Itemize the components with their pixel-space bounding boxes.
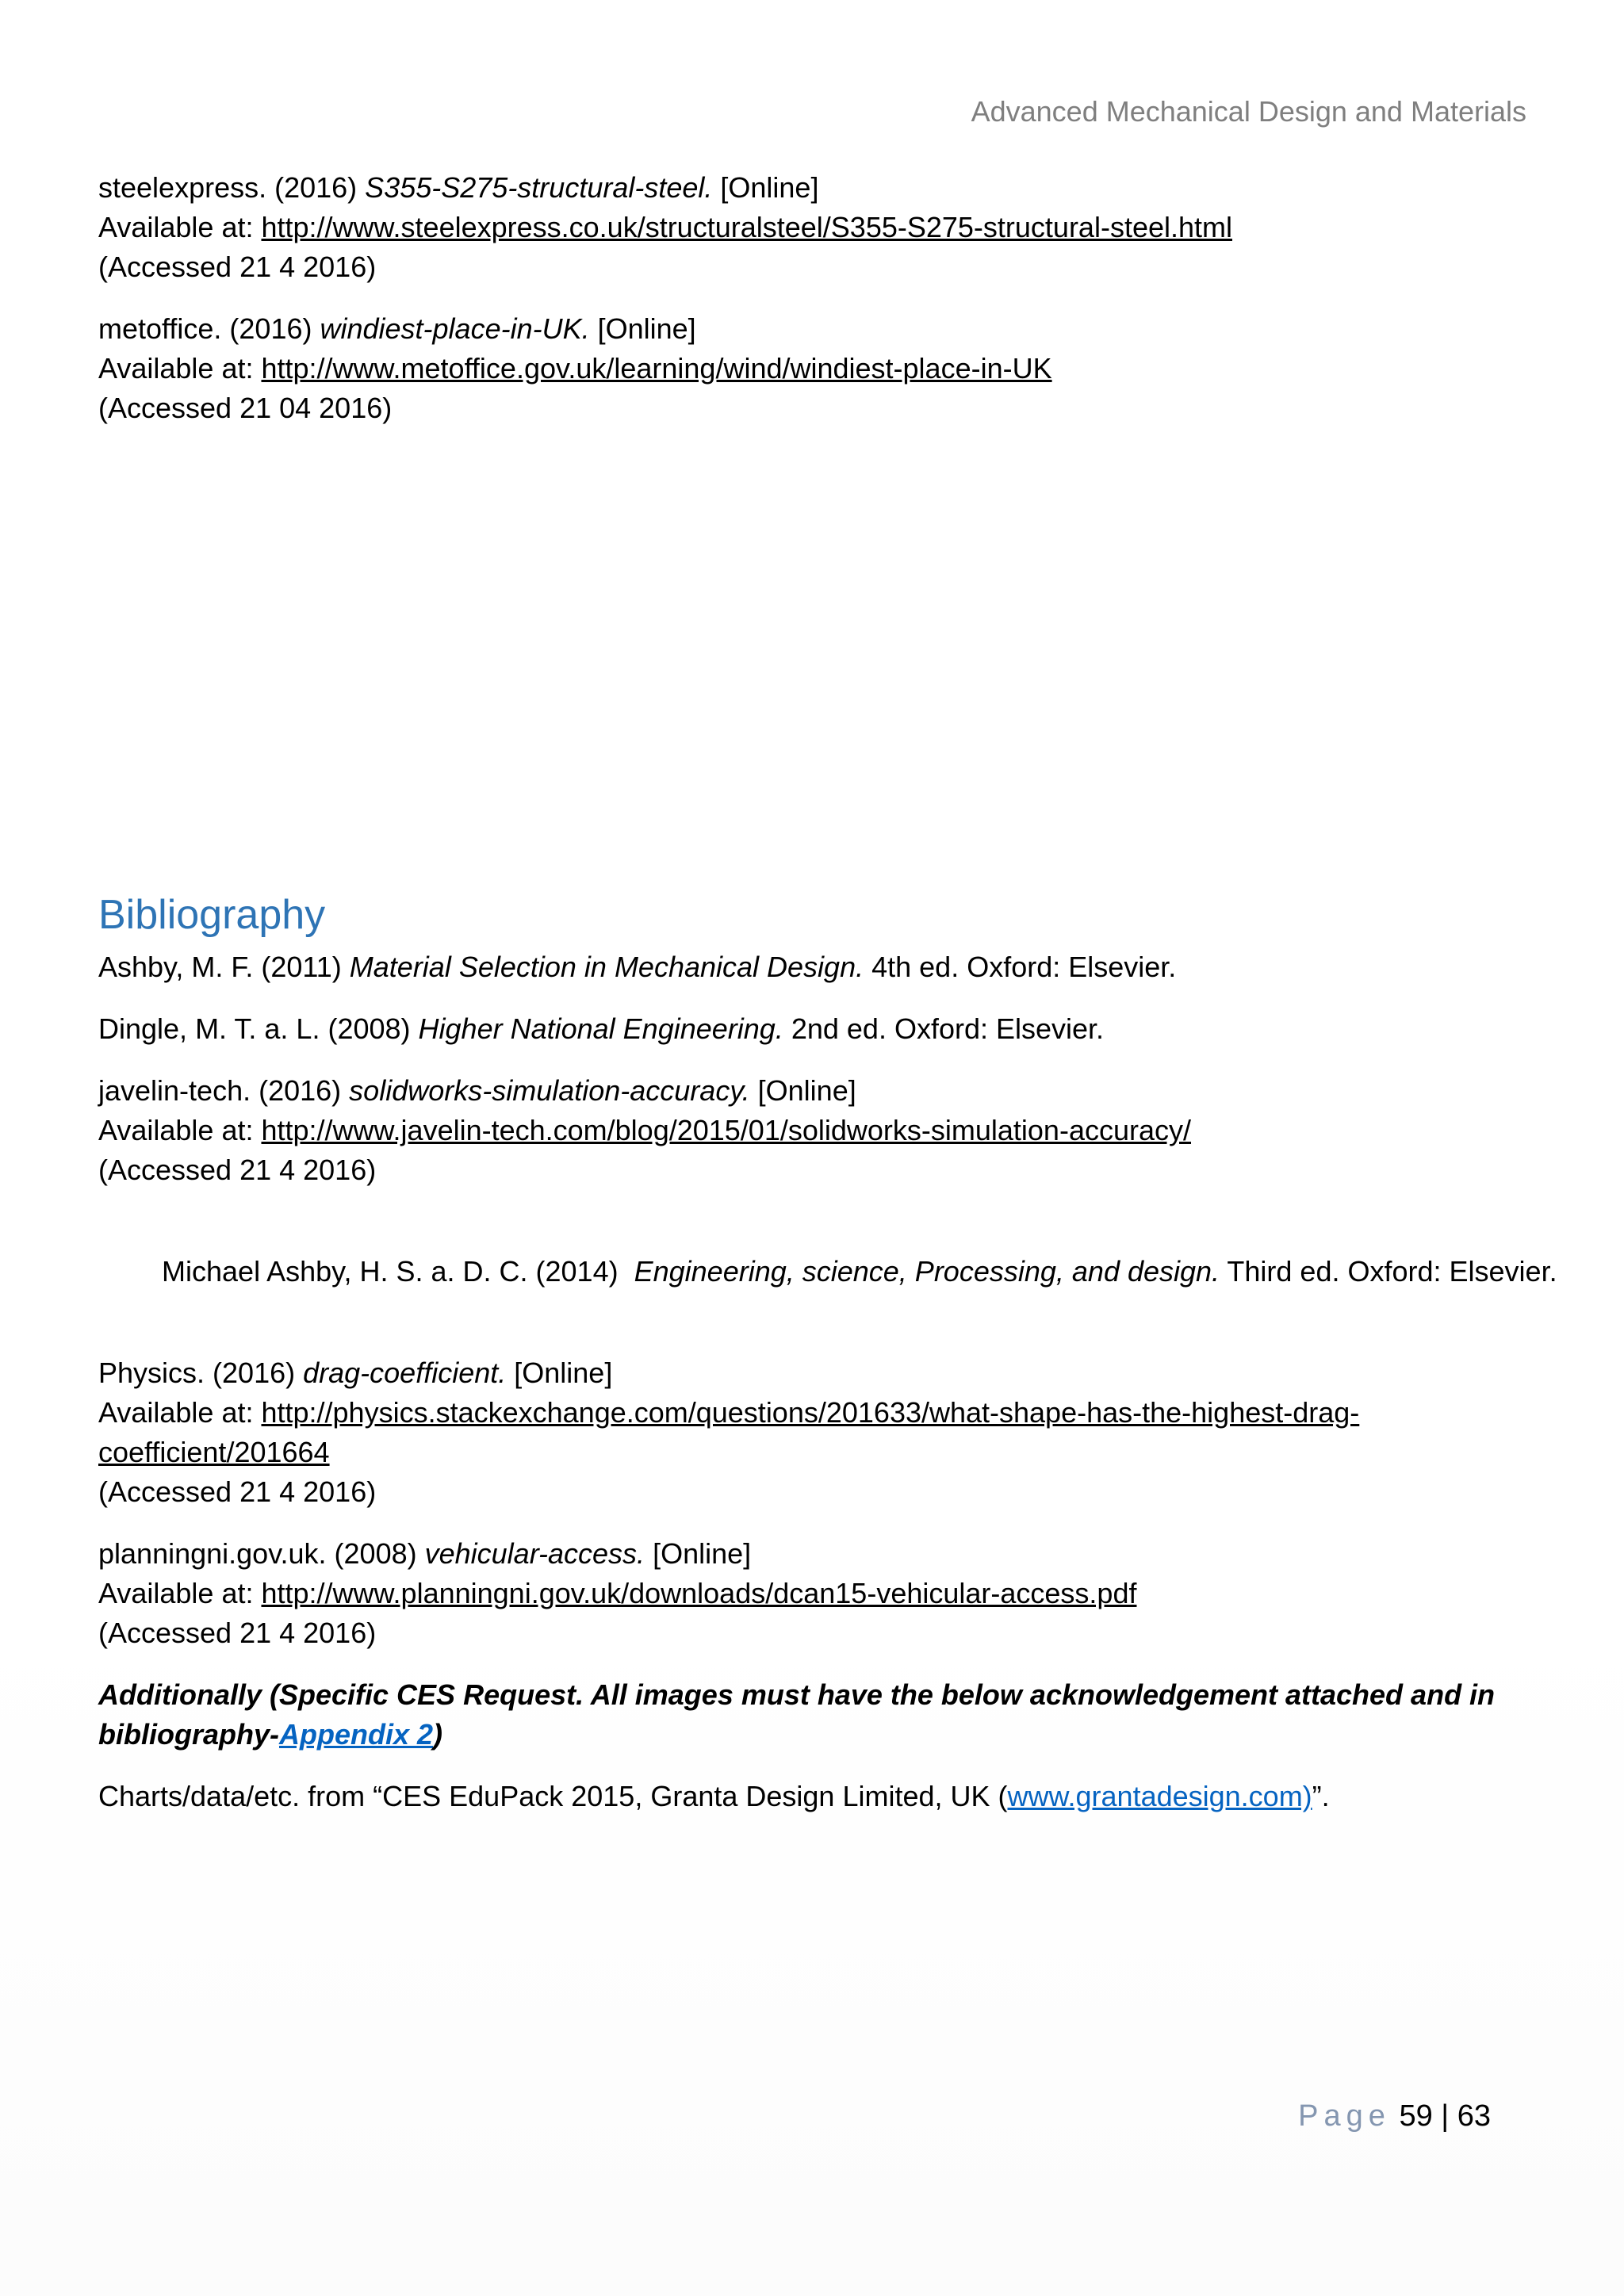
bib-title: solidworks-simulation-accuracy. [349,1074,750,1107]
ref-medium: [Online] [712,171,819,204]
bib-title: Material Selection in Mechanical Design. [349,951,864,983]
bibliography-list [98,947,1557,1839]
bib-title: drag-coefficient. [303,1357,507,1389]
ref-accessed: (Accessed 21 4 2016) [98,251,377,283]
bib-author-year: Michael Ashby, H. S. a. D. C. (2014) [162,1255,634,1288]
ref-title: S355-S275-structural-steel. [365,171,713,204]
ces-note-suffix: ) [433,1718,443,1751]
bib-author-year: javelin-tech. (2016) [98,1074,350,1107]
bib-available-label: Available at: [98,1396,262,1429]
bib-url-link[interactable]: http://www.planningni.gov.uk/downloads/dcan15-vehicular-access.pdf [261,1577,1137,1609]
bib-entry-javelin [98,1071,1526,1190]
total-pages: 63 [1457,2099,1491,2133]
bib-publication: Third ed. Oxford: Elsevier. [1220,1255,1557,1288]
ref-title: windiest-place-in-UK. [320,312,590,345]
bibliography-heading: Bibliography [98,892,326,938]
reference-steelexpress [98,168,1526,287]
ref-author-year: metoffice. (2016) [98,312,320,345]
bib-author-year: planningni.gov.uk. (2008) [98,1537,425,1570]
ref-url-link[interactable]: http://www.metoffice.gov.uk/learning/wind/windiest-place-in-UK [261,352,1052,385]
grantadesign-link[interactable]: www.grantadesign.com) [1007,1780,1312,1812]
running-header: Advanced Mechanical Design and Materials [971,95,1526,128]
bib-available-label: Available at: [98,1114,262,1146]
bib-entry-michael-ashby [98,1212,1557,1331]
bib-title: Higher National Engineering. [418,1012,783,1045]
bib-accessed: (Accessed 21 4 2016) [98,1475,377,1508]
reference-metoffice [98,309,1526,428]
page-word: Page [1298,2099,1391,2133]
bib-title: Engineering, science, Processing, and design. [634,1255,1220,1288]
ack-suffix: ”. [1312,1780,1330,1812]
page-separator: | [1432,2099,1457,2133]
bib-medium: [Online] [645,1537,752,1570]
bib-author-year: Dingle, M. T. a. L. (2008) [98,1012,419,1045]
bib-url-link[interactable]: http://www.javelin-tech.com/blog/2015/01/solidworks-simulation-accuracy/ [261,1114,1191,1146]
bib-accessed: (Accessed 21 4 2016) [98,1617,377,1649]
ref-available-label: Available at: [98,211,262,243]
ref-medium: [Online] [589,312,696,345]
ces-acknowledgement [98,1777,1526,1816]
bib-entry-physics [98,1353,1526,1512]
ces-note-line1: Additionally (Specific CES Request. All images must have the below acknowledgement attached and in [98,1678,1496,1711]
bib-available-label: Available at: [98,1577,262,1609]
ref-url-link[interactable]: http://www.steelexpress.co.uk/structuralsteel/S355-S275-structural-steel.html [261,211,1232,243]
bib-medium: [Online] [749,1074,856,1107]
ces-request-note [98,1675,1526,1755]
ref-author-year: steelexpress. (2016) [98,171,366,204]
bib-entry-planningni [98,1534,1526,1653]
bib-author-year: Ashby, M. F. (2011) [98,951,350,983]
bib-url-link-continued[interactable]: coefficient/201664 [98,1436,330,1468]
bib-accessed: (Accessed 21 4 2016) [98,1154,377,1186]
bib-medium: [Online] [506,1357,613,1389]
bib-entry-dingle [98,1009,1526,1049]
bib-url-link[interactable]: http://physics.stackexchange.com/questions/201633/what-shape-has-the-highest-drag- [261,1396,1360,1429]
ack-prefix: Charts/data/etc. from “CES EduPack 2015, Granta Design Limited, UK ( [98,1780,1008,1812]
references-continued [98,168,1526,450]
bib-title: vehicular-access. [424,1537,645,1570]
bib-publication: 4th ed. Oxford: Elsevier. [864,951,1177,983]
appendix-2-link[interactable]: Appendix 2 [279,1718,434,1751]
page-footer [1298,2099,1491,2133]
bib-author-year: Physics. (2016) [98,1357,304,1389]
bib-entry-ashby [98,947,1526,987]
bib-publication: 2nd ed. Oxford: Elsevier. [783,1012,1105,1045]
ref-accessed: (Accessed 21 04 2016) [98,392,393,424]
ref-available-label: Available at: [98,352,262,385]
ces-note-prefix: bibliography- [98,1718,279,1751]
page-number: 59 [1399,2099,1433,2133]
